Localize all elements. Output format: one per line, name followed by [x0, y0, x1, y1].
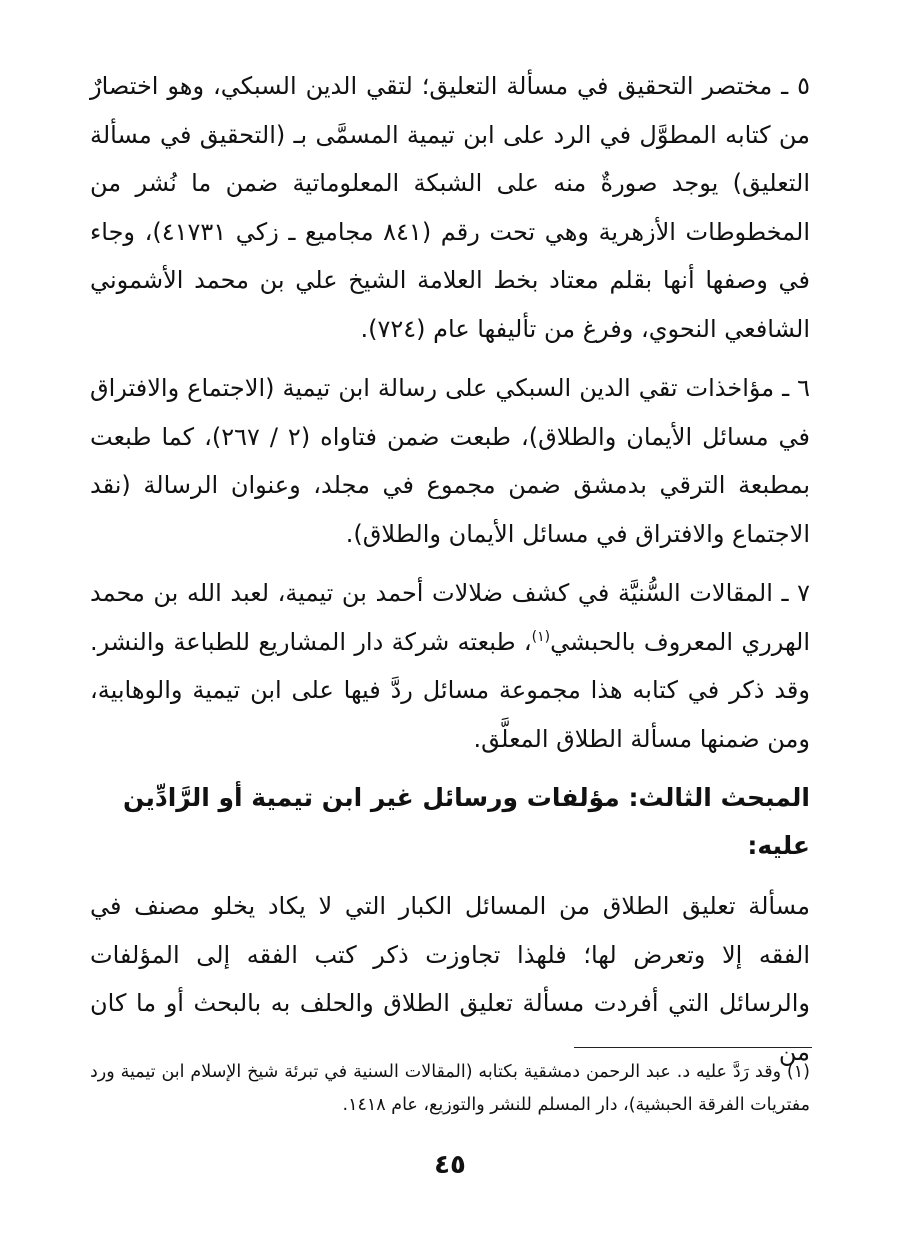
footnote: (١) وقد رَدَّ عليه د. عبد الرحمن دمشقية بكتابه (المقالات السنية في تبرئة شيخ الإسلام ابن تيمية ورد مفتريات الفرقة الحبشية)، دار المسلم للنشر والتوزيع، عام ١٤١٨.	[90, 1062, 810, 1115]
paragraph-item-7	[90, 569, 810, 763]
footnote-separator	[574, 1047, 812, 1048]
paragraph-item-7-text: ٧ ـ المقالات السُّنيَّة في كشف ضلالات أحمد بن تيمية، لعبد الله بن محمد الهرري المعروف بالحبشي	[90, 579, 811, 656]
paragraph-item-6: ٦ ـ مؤاخذات تقي الدين السبكي على رسالة ابن تيمية (الاجتماع والافتراق في مسائل الأيمان والطلاق)، طبعت ضمن فتاواه (٢ / ٢٦٧)، كما طبعت بمطبعة الترقي بدمشق ضمن مجموع في مجلد، وعنوان الرسالة (نقد الاجتماع والافتراق في مسائل الأيمان والطلاق).	[90, 374, 811, 548]
paragraph-item-5: ٥ ـ مختصر التحقيق في مسألة التعليق؛ لتقي الدين السبكي، وهو اختصارٌ من كتابه المطوَّل في الرد على ابن تيمية المسمَّى بـ (التحقيق في مسألة التعليق) يوجد صورةٌ منه على الشبكة المعلوماتية ضمن ما نُشر من المخطوطات الأزهرية وهي تحت رقم (٨٤١ مجاميع ـ زكي ٤١٧٣١)، وجاء في وصفها أنها بقلم معتاد بخط العلامة الشيخ علي بن محمد الأشموني الشافعي النحوي، وفرغ من تأليفها عام (٧٢٤).	[90, 72, 810, 343]
footnote-reference[interactable]: (١)	[531, 628, 551, 645]
paragraph-item-7-continuation: ، طبعته شركة دار المشاريع للطباعة والنشر. وقد ذكر في كتابه هذا مجموعة مسائل ردَّ فيها على ابن تيمية والوهابية، ومن ضمنها مسألة الطلاق المعلَّق.	[90, 627, 810, 753]
page-number: ٤٥	[434, 1150, 466, 1180]
section-heading: المبحث الثالث: مؤلفات ورسائل غير ابن تيمية أو الرَّادِّين عليه:	[123, 783, 810, 860]
section-paragraph: مسألة تعليق الطلاق من المسائل الكبار التي لا يكاد يخلو مصنف في الفقه إلا وتعرض لها؛ فلهذا تجاوزت ذكر كتب الفقه إلى المؤلفات والرسائل التي أفردت مسألة تعليق الطلاق والحلف به بالبحث أو ما كان من	[90, 892, 810, 1066]
